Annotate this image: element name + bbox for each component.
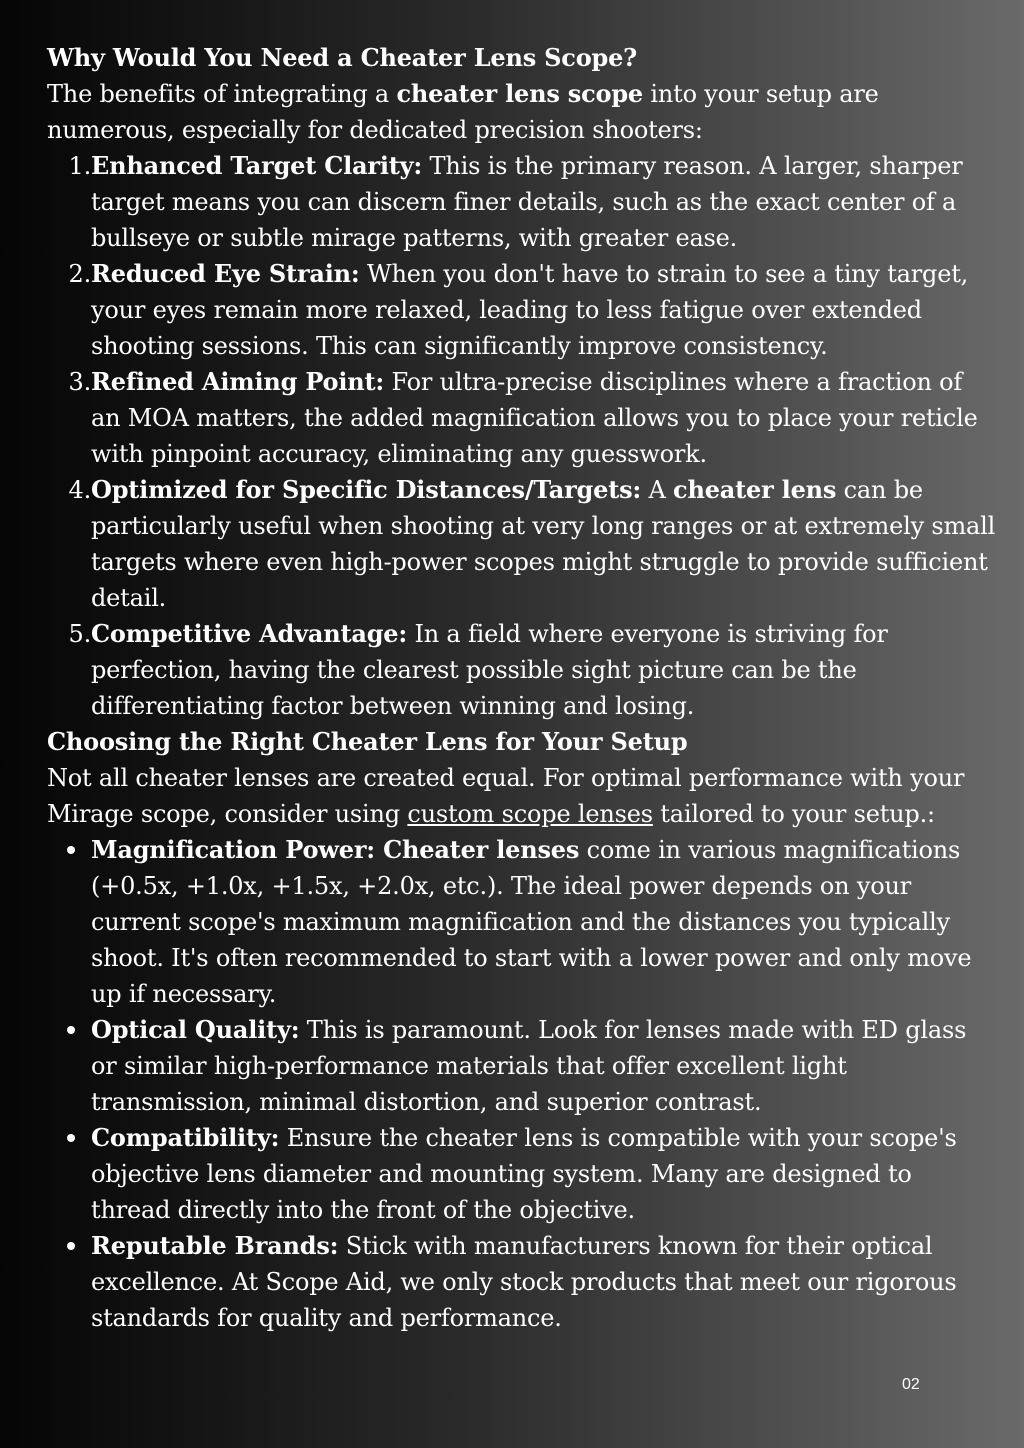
item-separator: : — [366, 835, 384, 864]
item-title: Enhanced Target Clarity: — [91, 151, 423, 180]
list-item — [47, 364, 997, 472]
list-item — [47, 1012, 997, 1120]
list-number: 4. — [68, 476, 91, 504]
list-number: 3. — [68, 368, 91, 396]
item-title: Optical Quality: — [91, 1015, 300, 1044]
custom-scope-lenses-link[interactable]: custom scope lenses — [407, 800, 653, 828]
list-item — [47, 616, 997, 724]
intro-text: The benefits of integrating a — [47, 80, 397, 108]
section-heading-choosing: Choosing the Right Cheater Lens for Your Setup — [47, 727, 688, 756]
section-intro-why — [47, 76, 997, 148]
item-title: Competitive Advantage: — [91, 619, 408, 648]
list-item — [47, 256, 997, 364]
bullet-icon — [67, 1134, 75, 1142]
item-text: can be particularly useful when shooting at very long ranges or at extremely small targets where even high-power scopes might struggle to provide sufficient detail. — [91, 476, 996, 612]
list-item — [47, 1120, 997, 1228]
item-title: Refined Aiming Point: — [91, 367, 385, 396]
considerations-list — [47, 832, 997, 1336]
item-text: A — [641, 476, 674, 504]
bullet-icon — [67, 1242, 75, 1250]
list-number: 2. — [68, 260, 91, 288]
list-item — [47, 1228, 997, 1336]
item-text: Ensure the cheater lens is compatible with your scope's objective lens diameter and mounting system. Many are designed to thread directly into the front of the objective. — [91, 1124, 957, 1224]
list-number: 1. — [68, 152, 91, 180]
item-title: Reduced Eye Strain: — [91, 259, 360, 288]
document-page — [47, 40, 997, 1336]
page-number: 02 — [902, 1376, 920, 1393]
bullet-icon — [67, 1026, 75, 1034]
item-text: This is paramount. Look for lenses made with ED glass or similar high-performance materials that offer excellent light transmission, minimal distortion, and superior contrast. — [91, 1016, 967, 1116]
list-item — [47, 832, 997, 1012]
item-bold-term: cheater lens — [673, 475, 837, 504]
bullet-icon — [67, 846, 75, 854]
intro-text: into your setup are numerous, especially for dedicated precision shooters: — [47, 80, 879, 144]
benefits-list — [47, 148, 997, 724]
section-heading-why: Why Would You Need a Cheater Lens Scope? — [47, 43, 638, 72]
item-text: In a field where everyone is striving for perfection, having the clearest possible sight picture can be the differentiating factor between winning and losing. — [91, 620, 888, 720]
item-text: This is the primary reason. A larger, sharper target means you can discern finer details, such as the exact center of a bullseye or subtle mirage patterns, with greater ease. — [91, 152, 963, 252]
item-bold-term: Cheater lenses — [383, 835, 580, 864]
list-number: 5. — [68, 620, 91, 648]
item-title: Compatibility: — [91, 1123, 280, 1152]
item-text: When you don't have to strain to see a tiny target, your eyes remain more relaxed, leading to less fatigue over extended shooting sessions. This can significantly improve consistency. — [91, 260, 969, 360]
item-text: For ultra-precise disciplines where a fraction of an MOA matters, the added magnification allows you to place your reticle with pinpoint accuracy, eliminating any guesswork. — [91, 368, 978, 468]
item-title: Reputable Brands: — [91, 1231, 339, 1260]
list-item — [47, 472, 997, 616]
section-intro-choosing — [47, 760, 997, 832]
list-item — [47, 148, 997, 256]
item-text: come in various magnifications (+0.5x, +1.0x, +1.5x, +2.0x, etc.). The ideal power depends on your current scope's maximum magnification and the distances you typically shoot. It's often recommended to start with a lower power and only move up if necessary. — [91, 836, 972, 1008]
item-title: Optimized for Specific Distances/Targets: — [91, 475, 642, 504]
intro-bold-term: cheater lens scope — [396, 79, 643, 108]
item-title: Magnification Power — [91, 835, 367, 864]
intro-text: tailored to your setup.: — [652, 800, 935, 828]
item-text: Stick with manufacturers known for their optical excellence. At Scope Aid, we only stock products that meet our rigorous standards for quality and performance. — [91, 1232, 957, 1332]
intro-text: Not all cheater lenses are created equal. For optimal performance with your Mirage scope, consider using — [47, 764, 965, 828]
